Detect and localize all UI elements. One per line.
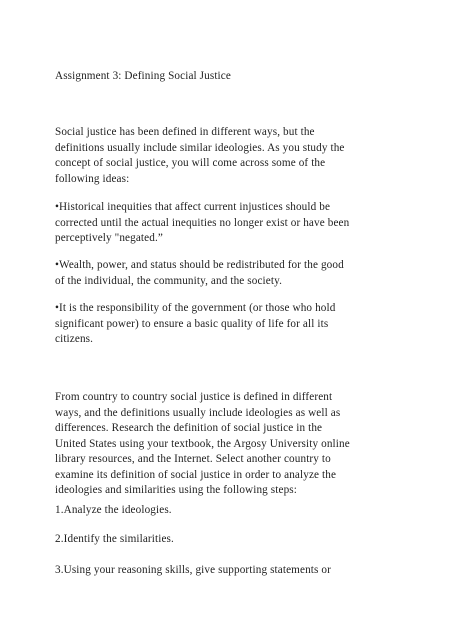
text-line: 3.Using your reasoning skills, give supporting statements or (55, 564, 331, 576)
text-line: significant power) to ensure a basic quality of life for all its (55, 317, 329, 330)
research-paragraph (55, 390, 403, 499)
text-line: ideologies and similarities using the following steps: (55, 484, 298, 496)
text-line: 2.Identify the similarities. (55, 533, 174, 545)
intro-paragraph (55, 125, 403, 187)
text-line: citizens. (55, 333, 94, 345)
text-line: ways, and the definitions usually include ideologies as well as (55, 406, 341, 419)
text-line: corrected until the actual inequities no longer exist or have been (55, 216, 350, 229)
bullet-government-responsibility (55, 301, 403, 348)
text-line: differences. Research the definition of social justice in the (55, 422, 323, 434)
text-line: concept of social justice, you will come across some of the (55, 157, 326, 169)
text-line: Social justice has been defined in different ways, but the (55, 126, 315, 138)
text-line: following ideas: (55, 172, 130, 185)
text-line: perceptively "negated.” (55, 232, 163, 244)
text-line: •Wealth, power, and status should be redistributed for the good (55, 259, 344, 271)
step-1 (55, 503, 403, 519)
bullet-wealth-power-status (55, 258, 403, 289)
document-title (55, 69, 403, 85)
text-line: United States using your textbook, the Argosy University online (55, 437, 350, 450)
text-line: 1.Analyze the ideologies. (55, 504, 172, 516)
text-line: definitions usually include similar ideologies. As you study the (55, 141, 345, 154)
text-line: examine its definition of social justice in order to analyze the (55, 468, 337, 481)
step-2 (55, 532, 403, 548)
text-line: library resources, and the Internet. Select another country to (55, 453, 331, 465)
text-line: Assignment 3: Defining Social Justice (55, 70, 231, 82)
text-line: •It is the responsibility of the government (or those who hold (55, 302, 336, 314)
bullet-historical-inequities (55, 200, 403, 247)
text-line: From country to country social justice is defined in different (55, 391, 333, 403)
text-line: •Historical inequities that affect current injustices should be (55, 201, 331, 213)
step-3 (55, 563, 403, 579)
text-line: of the individual, the community, and the society. (55, 274, 283, 287)
